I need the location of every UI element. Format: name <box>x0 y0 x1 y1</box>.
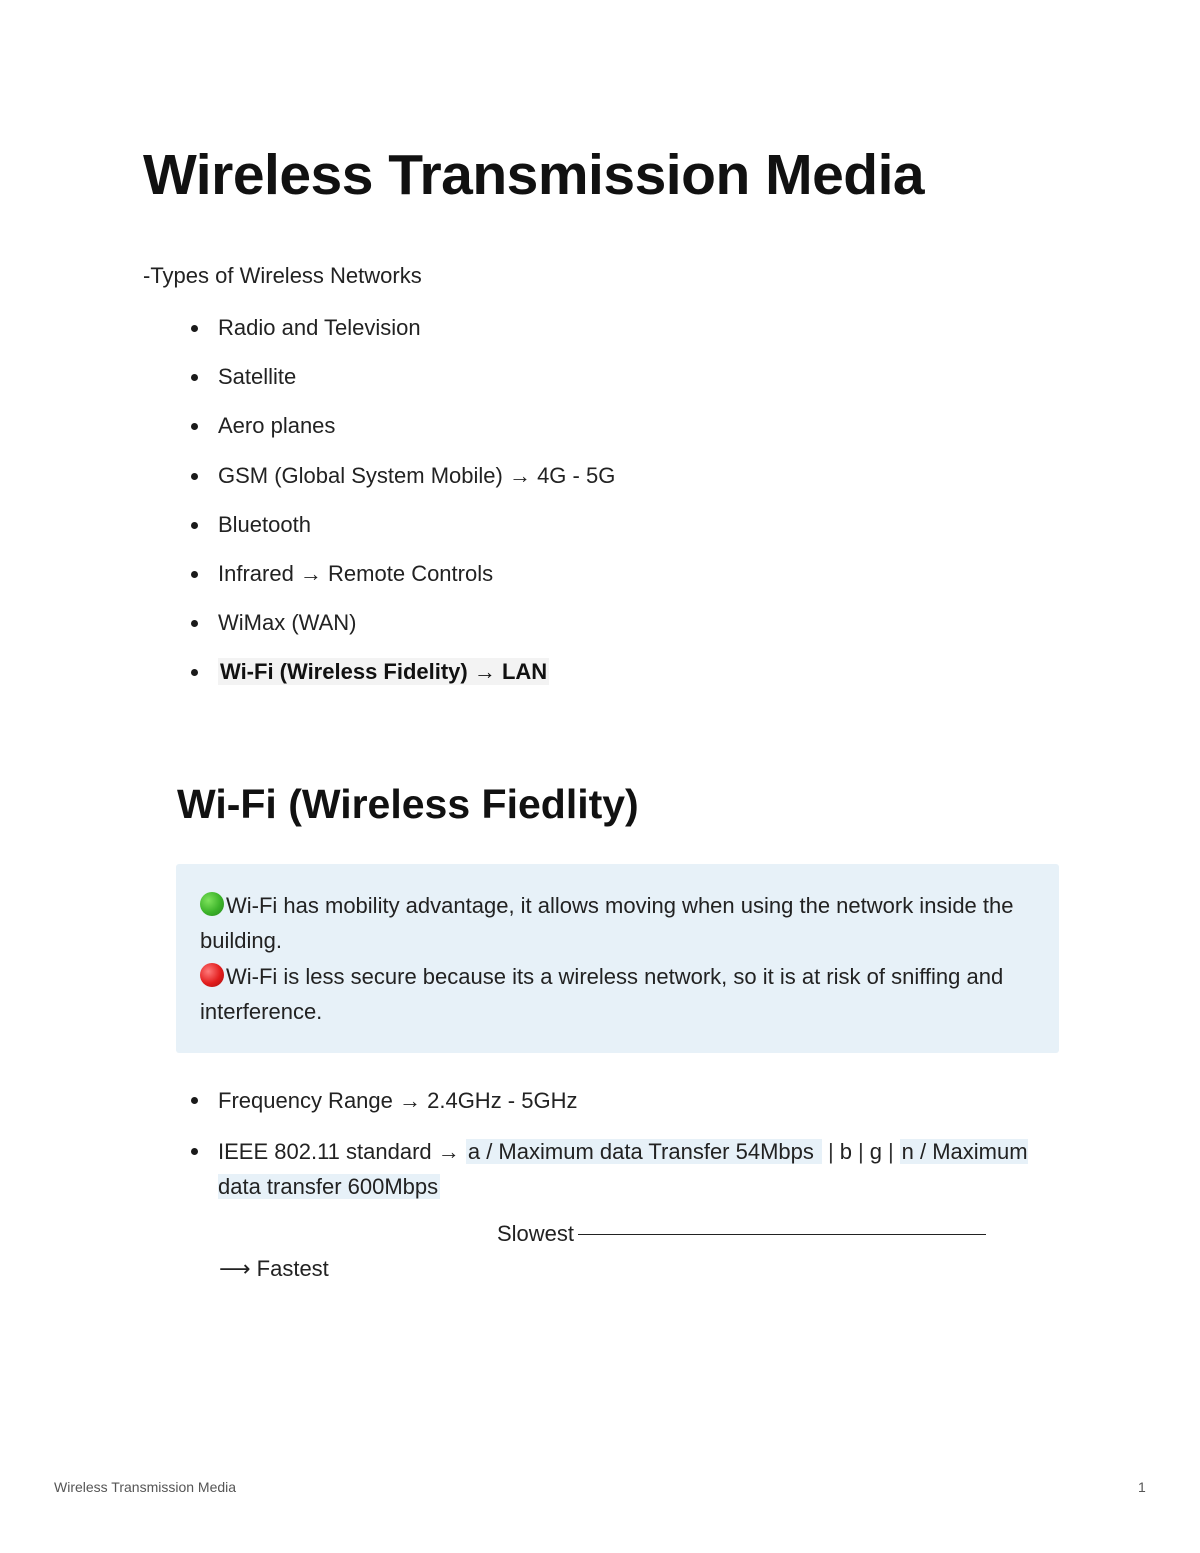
ieee-a-highlight: a / Maximum data Transfer 54Mbps <box>467 1139 820 1164</box>
footer-title: Wireless Transmission Media <box>54 1479 237 1495</box>
fastest-label: ⟶ Fastest <box>219 1256 329 1281</box>
wifi-specs-list <box>186 1083 1066 1205</box>
ieee-n-highlight: n / Maximum data transfer 600Mbps <box>218 1139 1028 1200</box>
speed-scale-fastest <box>219 1251 329 1286</box>
frequency-text: Frequency Range → 2.4GHz - 5GHz <box>218 1088 578 1113</box>
list-item-text: Bluetooth <box>218 511 311 537</box>
list-item <box>186 409 1086 458</box>
callout-con <box>200 959 1035 1030</box>
callout-con-text: Wi-Fi is less secure because its a wireless network, so it is at risk of sniffing and interference. <box>200 963 1004 1024</box>
green-circle-icon <box>200 892 224 916</box>
bullet-icon <box>191 1148 198 1155</box>
list-item-text: Radio and Television <box>218 315 421 340</box>
list-item <box>186 459 1086 508</box>
bullet-icon <box>191 571 198 578</box>
wireless-types-list <box>186 311 1086 705</box>
list-item-text: WiMax (WAN) <box>218 610 357 636</box>
speed-scale-slowest <box>497 1216 986 1251</box>
callout-pro <box>200 888 1035 959</box>
ieee-separator: | <box>857 1139 864 1164</box>
list-item-text-bold: Wi-Fi (Wireless Fidelity) → LAN <box>220 659 548 685</box>
list-item <box>186 1083 1066 1134</box>
speed-scale-line <box>578 1234 986 1235</box>
red-circle-icon <box>200 963 224 987</box>
bullet-icon <box>191 1097 198 1104</box>
list-item-text: Satellite <box>218 364 297 390</box>
bullet-icon <box>191 325 198 332</box>
list-item-text: Aero planes <box>218 413 336 439</box>
list-item-text: GSM (Global System Mobile) → 4G - 5G <box>218 462 616 488</box>
list-item <box>186 655 1086 704</box>
bullet-icon <box>191 374 198 381</box>
list-item <box>186 508 1086 557</box>
ieee-separator: | <box>828 1139 834 1164</box>
page-number: 1 <box>1138 1479 1146 1495</box>
ieee-prefix: IEEE 802.11 standard → <box>218 1139 466 1164</box>
ieee-g: g <box>869 1139 882 1164</box>
list-item <box>186 606 1086 655</box>
section-heading-wifi: Wi-Fi (Wireless Fiedlity) <box>177 781 639 827</box>
ieee-separator: | <box>887 1139 894 1164</box>
list-item <box>186 360 1086 409</box>
callout-pro-text: Wi-Fi has mobility advantage, it allows moving when using the network inside the building. <box>200 893 1014 954</box>
slowest-label: Slowest <box>497 1221 575 1246</box>
list-item <box>186 557 1086 606</box>
bullet-icon <box>191 522 198 529</box>
bullet-icon <box>191 669 198 676</box>
list-item-text: Infrared → Remote Controls <box>218 560 494 586</box>
list-item <box>186 311 1086 360</box>
types-intro: -Types of Wireless Networks <box>143 263 422 288</box>
page-title: Wireless Transmission Media <box>143 143 925 207</box>
wifi-callout <box>176 864 1059 1053</box>
bullet-icon <box>191 473 198 480</box>
bullet-icon <box>191 423 198 430</box>
list-item <box>186 1134 1066 1205</box>
ieee-b: b <box>839 1139 852 1164</box>
bullet-icon <box>191 620 198 627</box>
